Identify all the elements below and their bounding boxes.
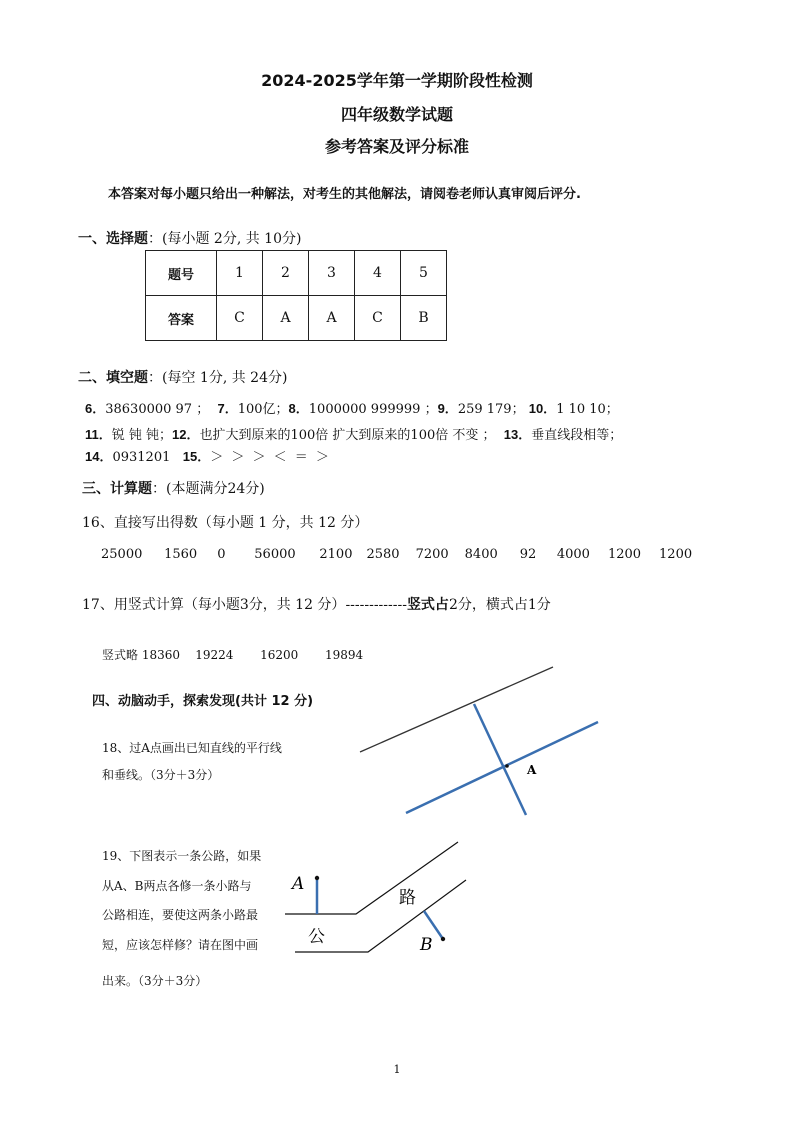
q18-line-1: 18、过A点画出已知直线的平行线 — [102, 741, 282, 755]
exam-title: 2024-2025学年第一学期阶段性检测 — [261, 71, 533, 90]
q12-number: 12． — [172, 427, 200, 442]
q10-answer: 1 10 10； — [556, 402, 619, 417]
question-number: 1 — [217, 251, 263, 296]
q8-answer: 1000000 999999 ； — [308, 402, 438, 417]
q7-number: 7． — [217, 401, 238, 416]
q16-instruction: 16、直接写出得数（每小题 1 分，共 12 分） — [82, 515, 369, 531]
q16-answer: 1200 — [607, 547, 642, 562]
answer-cell: A — [309, 296, 355, 341]
q19-line: 从A、B两点各修一条小路与 — [102, 879, 252, 893]
exam-subtitle: 四年级数学试题 — [340, 105, 453, 124]
q18-line-2: 和垂线。（3分＋3分） — [102, 768, 220, 782]
label-b-q19: B — [420, 935, 433, 955]
q15-number: 15． — [182, 449, 211, 464]
answer-cell: C — [355, 296, 401, 341]
grading-note: 本答案对每小题只给出一种解法，对考生的其他解法，请阅卷老师认真审阅后评分. — [108, 187, 581, 202]
q17-dashes: ------------- — [345, 597, 407, 613]
q14-number: 14． — [85, 449, 113, 464]
q9-number: 9． — [437, 401, 458, 416]
answer-cell: C — [217, 296, 263, 341]
q8-number: 8． — [288, 401, 309, 416]
q13-answer: 垂直线段相等； — [531, 428, 623, 443]
q16-answer: 1560 — [164, 547, 198, 562]
q11-answer: 锐 钝 钝； — [111, 428, 173, 443]
answer-cell: A — [263, 296, 309, 341]
q16-answer: 4000 — [556, 547, 590, 562]
road-upper-edge — [285, 842, 458, 914]
point-b-q19 — [441, 937, 445, 941]
point-a-q18 — [505, 764, 509, 768]
q16-answer: 25000 — [101, 547, 143, 562]
q16-answer: 7200 — [415, 547, 449, 562]
q16-answer: 2100 — [319, 547, 353, 562]
section-2-title: 二、填空题 — [78, 370, 148, 386]
question-number: 2 — [263, 251, 309, 296]
q12-answer: 也扩大到原来的100倍 扩大到原来的100倍 不变 ； — [199, 428, 496, 443]
row-label-number: 题号 — [146, 251, 217, 296]
section-4-heading: 四、动脑动手，探索发现(共计 12 分) — [92, 694, 314, 709]
label-a-q18: A — [527, 763, 537, 777]
q17-bold: 竖式占 — [406, 597, 449, 613]
row-label-answer: 答案 — [146, 296, 217, 341]
q16-answer: 1200 — [659, 547, 693, 562]
answer-cell: B — [401, 296, 447, 341]
road-label-lu: 路 — [399, 888, 416, 908]
section-3-title: 三、计算题 — [82, 481, 152, 497]
answer-key-title: 参考答案及评分标准 — [324, 137, 469, 156]
section-3-detail: ：(本题满分24分) — [152, 481, 265, 497]
q16-answer: 8400 — [464, 547, 498, 562]
q9-answer: 259 179； — [457, 402, 525, 417]
q16-answer: 56000 — [254, 547, 296, 562]
q10-number: 10． — [528, 401, 557, 416]
question-number: 4 — [355, 251, 401, 296]
section-1-detail: ：(每小题 2分, 共 10分) — [148, 231, 302, 247]
q19-line: 出来。（3分＋3分） — [102, 974, 208, 988]
q19-line: 短，应该怎样修？请在图中画 — [102, 938, 259, 952]
question-number: 5 — [401, 251, 447, 296]
q16-answer: 2580 — [366, 547, 400, 562]
point-a-q19 — [315, 876, 319, 880]
label-a-q19: A — [292, 874, 305, 894]
q19-line: 公路相连，要使这两条小路最 — [102, 908, 259, 922]
section-1-title: 一、选择题 — [78, 231, 148, 247]
q17-answers: 竖式略 18360 19224 16200 19894 — [102, 648, 364, 662]
q11-number: 11． — [85, 427, 112, 442]
question-number: 3 — [309, 251, 355, 296]
section-2-detail: ：(每空 1分, 共 24分) — [148, 370, 288, 386]
page-number: 1 — [393, 1063, 401, 1076]
parallel-line — [406, 722, 598, 813]
q19-line: 19、下图表示一条公路，如果 — [102, 849, 262, 863]
q16-answer: 92 — [519, 547, 537, 562]
q14-answer: 0931201 — [112, 450, 171, 465]
q17-prefix: 17、用竖式计算（每小题3分，共 12 分） — [82, 597, 346, 613]
q17-suffix: 2分，横式占1分 — [448, 597, 551, 613]
q6-answer: 38630000 97 ； — [105, 402, 210, 417]
q6-number: 6． — [85, 401, 106, 416]
given-line — [360, 667, 553, 752]
q15-answer: ＞ ＞ ＞ ＜ ＝ ＞ — [210, 450, 331, 465]
q16-answer: 0 — [217, 547, 226, 562]
q13-number: 13． — [503, 427, 532, 442]
road-label-gong: 公 — [308, 927, 325, 947]
q7-answer: 100亿； — [237, 402, 289, 417]
